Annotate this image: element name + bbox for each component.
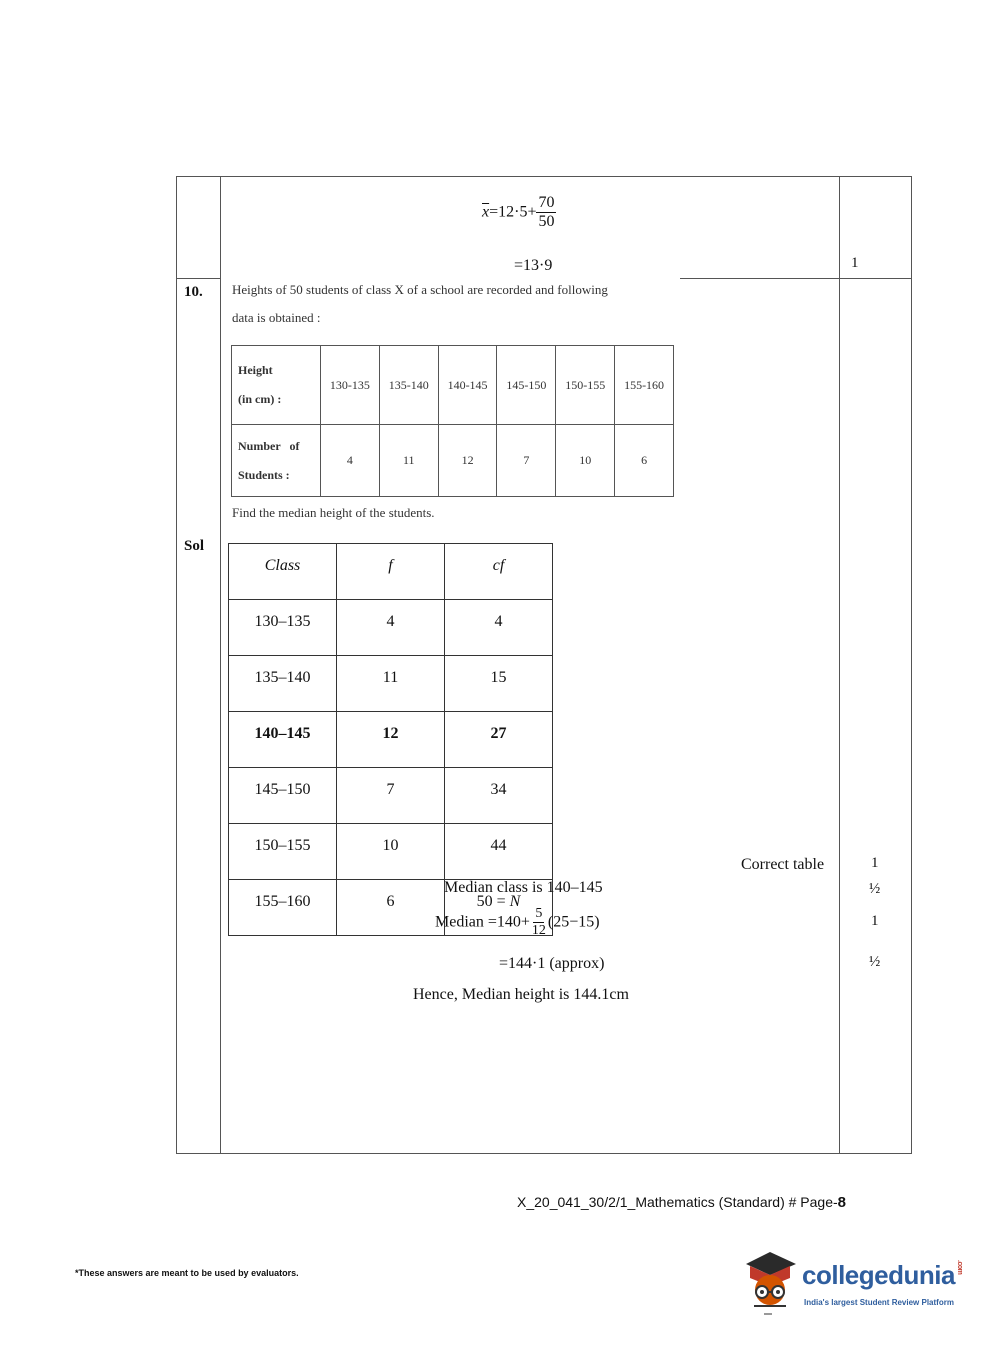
- evaluator-note: *These answers are meant to be used by evaluators.: [75, 1268, 299, 1278]
- class-cell: 140-145: [438, 346, 497, 425]
- class-cell: 155-160: [615, 346, 674, 425]
- brand-suffix: .com: [955, 1260, 963, 1275]
- f-cell: 4: [337, 600, 445, 656]
- brand-name: [802, 1260, 963, 1291]
- f-cell: 7: [337, 768, 445, 824]
- class-cell: 145-150: [497, 346, 556, 425]
- page-ref-text: X_20_041_30/2/1_Mathematics (Standard) # Page-: [517, 1194, 838, 1210]
- mark-median-result: ½: [869, 954, 881, 970]
- count-cell: 10: [556, 425, 615, 497]
- question-prompt: Find the median height of the students.: [232, 505, 435, 520]
- count-cell: 11: [379, 425, 438, 497]
- brand-text: collegedunia: [802, 1260, 955, 1290]
- cf-cell: 4: [445, 600, 553, 656]
- median-approx: =144·1 (approx): [499, 955, 605, 972]
- n-symbol: N: [509, 892, 521, 910]
- students-header: [232, 425, 321, 497]
- row-divider-right: [680, 278, 912, 279]
- header-class-text: Class: [264, 556, 301, 574]
- class-cell: 155–160: [229, 880, 337, 936]
- median-frac-num: 5: [533, 906, 544, 923]
- mean-formula: [482, 194, 556, 232]
- cf-cell: 34: [445, 768, 553, 824]
- table-row: [229, 600, 553, 656]
- header-f-text: f: [388, 556, 393, 574]
- median-formula: [435, 906, 600, 939]
- solution-label: Sol: [184, 538, 205, 554]
- count-cell: 4: [321, 425, 380, 497]
- class-cell: 130–135: [229, 600, 337, 656]
- height-header-line1: Height: [238, 363, 273, 378]
- cf-cell: 44: [445, 824, 553, 880]
- header-cf-text: cf: [492, 556, 505, 574]
- frame-left: [176, 176, 177, 1154]
- cf-total: 50 =: [476, 892, 510, 910]
- mean-frac-num: 70: [536, 194, 556, 213]
- mean-lhs: =12·5+: [489, 203, 537, 221]
- table-row: [229, 656, 553, 712]
- mascot-icon: [740, 1248, 798, 1318]
- median-frac-den: 12: [531, 923, 546, 939]
- median-class-text: Median class is 140–145: [444, 879, 603, 896]
- count-cell: 7: [497, 425, 556, 497]
- class-cell: 135–140: [229, 656, 337, 712]
- count-cell: 6: [615, 425, 674, 497]
- mark-median-formula: 1: [871, 913, 879, 929]
- question-text-line1: Heights of 50 students of class X of a school are recorded and following: [232, 282, 608, 297]
- students-header-line2: Students :: [238, 467, 290, 482]
- solution-header-row: [229, 544, 553, 600]
- class-cell: 130-135: [321, 346, 380, 425]
- table-row: [229, 824, 553, 880]
- xbar-symbol: $\overline{x}$: [482, 203, 490, 221]
- frame-col1: [220, 176, 221, 1154]
- frame-col2: [839, 176, 840, 1154]
- median-fraction: [530, 906, 548, 939]
- mean-fraction: [536, 194, 556, 232]
- mark-prev: 1: [851, 255, 859, 271]
- students-row: [232, 425, 674, 497]
- mark-median-class: ½: [869, 881, 881, 897]
- f-cell: 12: [337, 712, 445, 768]
- class-cell: 140–145: [229, 712, 337, 768]
- mean-frac-den: 50: [538, 213, 555, 231]
- header-class: [229, 544, 337, 600]
- question-text-line2: data is obtained :: [232, 310, 321, 325]
- class-cell: 150-155: [556, 346, 615, 425]
- table-row: [229, 768, 553, 824]
- question-number: 10.: [184, 284, 203, 300]
- correct-table-label: Correct table: [741, 856, 825, 873]
- page-reference: [517, 1194, 846, 1211]
- frame-right: [911, 176, 912, 1154]
- cf-cell: 15: [445, 656, 553, 712]
- mean-result: =13·9: [514, 257, 553, 274]
- f-cell: 6: [337, 880, 445, 936]
- header-cf: [445, 544, 553, 600]
- class-cell: 135-140: [379, 346, 438, 425]
- f-cell: 10: [337, 824, 445, 880]
- class-cell: 145–150: [229, 768, 337, 824]
- page-number: 8: [837, 1194, 846, 1211]
- median-lhs: Median =140+: [435, 913, 530, 931]
- f-cell: 11: [337, 656, 445, 712]
- median-rhs: (25−15): [547, 913, 600, 931]
- height-header-line2: (in cm) :: [238, 392, 282, 406]
- class-cell: 150–155: [229, 824, 337, 880]
- brand-tagline: India's largest Student Review Platform: [804, 1298, 954, 1307]
- height-header: [232, 346, 321, 425]
- frame-top: [176, 176, 912, 177]
- height-row: [232, 346, 674, 425]
- solution-table: [228, 543, 553, 936]
- row-divider-left: [176, 278, 221, 279]
- cf-cell: 27: [445, 712, 553, 768]
- frame-bottom: [176, 1153, 912, 1154]
- brand-logo: [740, 1248, 972, 1320]
- students-header-line1: Number of: [238, 438, 300, 453]
- header-f: [337, 544, 445, 600]
- question-data-table: [231, 345, 674, 497]
- median-conclusion: Hence, Median height is 144.1cm: [413, 986, 629, 1003]
- mark-correct-table: 1: [871, 855, 879, 871]
- table-row-median-class: [229, 712, 553, 768]
- count-cell: 12: [438, 425, 497, 497]
